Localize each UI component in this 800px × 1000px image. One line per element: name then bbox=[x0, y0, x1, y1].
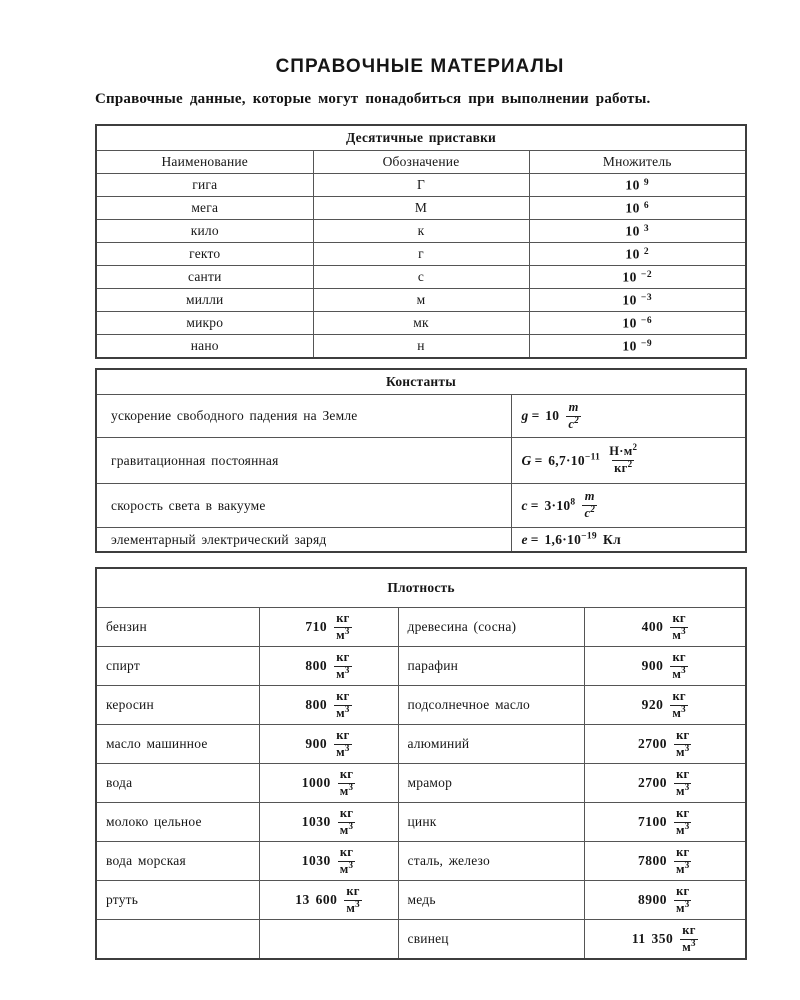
prefix-multiplier-cell: 10 $^2$ bbox=[529, 243, 746, 266]
constant-label-cell: элементарный электрический заряд bbox=[96, 528, 511, 553]
substance-cell: цинк bbox=[398, 803, 584, 842]
unit-fraction: $\frac{кг}{м^3}$ bbox=[676, 727, 690, 759]
density-value-cell: 7100 $\frac{кг}{м^3}$ bbox=[584, 803, 746, 842]
table-row bbox=[96, 220, 746, 243]
table-row bbox=[96, 842, 746, 881]
substance-cell: парафин bbox=[398, 647, 584, 686]
prefix-symbol-cell: м bbox=[313, 289, 529, 312]
substance-cell: молоко цельное bbox=[96, 803, 259, 842]
formula-unit: Кл bbox=[602, 531, 621, 547]
prefix-multiplier-cell: 10 $^{-2}$ bbox=[529, 266, 746, 289]
unit-fraction: $\frac{кг}{м^3}$ bbox=[346, 883, 360, 915]
prefix-multiplier-cell: 10 $^{-3}$ bbox=[529, 289, 746, 312]
page-subtitle: Справочные данные, которые могут понадобиться при выполнении работы. bbox=[95, 91, 651, 107]
density-value-cell: 13 600 $\frac{кг}{м^3}$ bbox=[259, 881, 398, 920]
substance-cell: свинец bbox=[398, 920, 584, 960]
density-value-cell: 710 $\frac{кг}{м^3}$ bbox=[259, 608, 398, 647]
constants-table-title: Константы bbox=[96, 369, 746, 395]
density-value-cell: 7800 $\frac{кг}{м^3}$ bbox=[584, 842, 746, 881]
density-table-title: Плотность bbox=[96, 568, 746, 608]
constant-value-cell bbox=[511, 438, 746, 484]
density-value-cell: 900 $\frac{кг}{м^3}$ bbox=[259, 725, 398, 764]
table-title-row bbox=[96, 568, 746, 608]
substance-cell: вода морская bbox=[96, 842, 259, 881]
prefix-multiplier-cell: 10 $^{-6}$ bbox=[529, 312, 746, 335]
density-value-cell: 2700 $\frac{кг}{м^3}$ bbox=[584, 764, 746, 803]
unit-fraction: $\frac{кг}{м^3}$ bbox=[676, 805, 690, 837]
substance-cell: медь bbox=[398, 881, 584, 920]
table-row bbox=[96, 335, 746, 359]
table-header-row bbox=[96, 151, 746, 174]
table-row bbox=[96, 647, 746, 686]
prefix-multiplier-cell: 10 $^6$ bbox=[529, 197, 746, 220]
density-value-cell: 800 $\frac{кг}{м^3}$ bbox=[259, 686, 398, 725]
unit-fraction: $\frac{кг}{м^3}$ bbox=[336, 688, 350, 720]
table-row bbox=[96, 881, 746, 920]
document-content bbox=[95, 0, 745, 960]
density-value-cell: 900 $\frac{кг}{м^3}$ bbox=[584, 647, 746, 686]
substance-cell: алюминий bbox=[398, 725, 584, 764]
formula-value: = 10 bbox=[531, 408, 560, 423]
constant-formula bbox=[521, 442, 640, 476]
constant-label-cell: скорость света в вакууме bbox=[96, 484, 511, 528]
substance-cell: вода bbox=[96, 764, 259, 803]
table-row bbox=[96, 764, 746, 803]
unit-fraction: $\frac{кг}{м^3}$ bbox=[336, 649, 350, 681]
unit-fraction: $\frac{кг}{м^3}$ bbox=[336, 610, 350, 642]
substance-cell: ртуть bbox=[96, 881, 259, 920]
substance-cell: сталь, железо bbox=[398, 842, 584, 881]
table-row bbox=[96, 243, 746, 266]
density-value-cell: 1000 $\frac{кг}{м^3}$ bbox=[259, 764, 398, 803]
formula-variable: G bbox=[521, 452, 532, 468]
table-row bbox=[96, 686, 746, 725]
constant-value-cell bbox=[511, 395, 746, 438]
prefix-name-cell: милли bbox=[96, 289, 313, 312]
table-title-row bbox=[96, 125, 746, 151]
table-row bbox=[96, 174, 746, 197]
prefix-symbol-cell: М bbox=[313, 197, 529, 220]
substance-cell: спирт bbox=[96, 647, 259, 686]
page-title: СПРАВОЧНЫЕ МАТЕРИАЛЫ bbox=[275, 56, 565, 77]
substance-cell: мрамор bbox=[398, 764, 584, 803]
substance-cell-empty bbox=[96, 920, 259, 960]
density-value-cell: 1030 $\frac{кг}{м^3}$ bbox=[259, 842, 398, 881]
prefix-name-cell: мега bbox=[96, 197, 313, 220]
unit-fraction: $\frac{кг}{м^3}$ bbox=[339, 844, 354, 876]
density-value-cell: 8900 $\frac{кг}{м^3}$ bbox=[584, 881, 746, 920]
unit-fraction: $\frac{кг}{м^3}$ bbox=[336, 727, 350, 759]
table-row bbox=[96, 438, 746, 484]
prefix-name-cell: гига bbox=[96, 174, 313, 197]
density-value-cell-empty bbox=[259, 920, 398, 960]
prefix-symbol-cell: мк bbox=[313, 312, 529, 335]
unit-fraction: $\frac{m}{c^2}$ bbox=[584, 489, 596, 520]
unit-fraction: $\frac{кг}{м^3}$ bbox=[676, 844, 690, 876]
prefix-multiplier-cell: 10 $^{-9}$ bbox=[529, 335, 746, 359]
constant-formula bbox=[522, 401, 582, 432]
table-row bbox=[96, 484, 746, 528]
table-row bbox=[96, 608, 746, 647]
unit-fraction: $\frac{кг}{м^3}$ bbox=[676, 766, 690, 798]
column-header-multiplier: Множитель bbox=[529, 151, 746, 174]
prefix-name-cell: санти bbox=[96, 266, 313, 289]
prefix-multiplier-cell: 10 $^9$ bbox=[529, 174, 746, 197]
prefix-symbol-cell: н bbox=[313, 335, 529, 359]
prefix-symbol-cell: к bbox=[313, 220, 529, 243]
table-row bbox=[96, 289, 746, 312]
table-title-row bbox=[96, 369, 746, 395]
constant-label-cell: гравитационная постоянная bbox=[96, 438, 511, 484]
formula-value: = $3\cdot 10^8$ bbox=[530, 497, 576, 513]
prefix-symbol-cell: с bbox=[313, 266, 529, 289]
substance-cell: подсолнечное масло bbox=[398, 686, 584, 725]
column-header-symbol: Обозначение bbox=[313, 151, 529, 174]
table-row bbox=[96, 395, 746, 438]
constant-formula bbox=[522, 490, 598, 521]
constant-value-cell bbox=[511, 484, 746, 528]
constant-formula bbox=[522, 532, 621, 548]
density-value-cell: 1030 $\frac{кг}{м^3}$ bbox=[259, 803, 398, 842]
density-value-cell: 920 $\frac{кг}{м^3}$ bbox=[584, 686, 746, 725]
constant-label-cell: ускорение свободного падения на Земле bbox=[96, 395, 511, 438]
prefix-name-cell: гекто bbox=[96, 243, 313, 266]
density-value-cell: 2700 $\frac{кг}{м^3}$ bbox=[584, 725, 746, 764]
unit-fraction: $\frac{кг}{м^3}$ bbox=[682, 922, 696, 954]
density-value-cell: 800 $\frac{кг}{м^3}$ bbox=[259, 647, 398, 686]
table-row bbox=[96, 920, 746, 960]
prefixes-table bbox=[95, 124, 747, 359]
formula-variable: c bbox=[521, 497, 528, 513]
substance-cell: бензин bbox=[96, 608, 259, 647]
unit-fraction: $\frac{кг}{м^3}$ bbox=[676, 883, 690, 915]
density-table bbox=[95, 567, 747, 960]
prefix-symbol-cell: Г bbox=[313, 174, 529, 197]
prefix-symbol-cell: г bbox=[313, 243, 529, 266]
table-row bbox=[96, 725, 746, 764]
substance-cell: керосин bbox=[96, 686, 259, 725]
unit-fraction: $\frac{кг}{м^3}$ bbox=[339, 766, 354, 798]
prefix-name-cell: микро bbox=[96, 312, 313, 335]
unit-fraction: $\frac{m}{c^2}$ bbox=[568, 399, 580, 431]
table-row bbox=[96, 312, 746, 335]
density-value-cell: 11 350 $\frac{кг}{м^3}$ bbox=[584, 920, 746, 960]
constant-value-cell bbox=[511, 528, 746, 553]
prefixes-table-title: Десятичные приставки bbox=[96, 125, 746, 151]
formula-value: = $6,7\cdot 10^{-11}$ bbox=[534, 452, 601, 468]
formula-variable: e bbox=[521, 531, 528, 547]
prefix-name-cell: кило bbox=[96, 220, 313, 243]
column-header-name: Наименование bbox=[96, 151, 313, 174]
unit-fraction: $\frac{кг}{м^3}$ bbox=[672, 688, 686, 720]
prefix-name-cell: нано bbox=[96, 335, 313, 359]
substance-cell: древесина (сосна) bbox=[398, 608, 584, 647]
table-row bbox=[96, 197, 746, 220]
table-row bbox=[96, 266, 746, 289]
unit-fraction: $\frac{Н\cdot м^2}{кг^2}$ bbox=[609, 442, 638, 475]
formula-variable: g bbox=[521, 408, 529, 423]
constants-table bbox=[95, 368, 747, 553]
table-row bbox=[96, 803, 746, 842]
unit-fraction: $\frac{кг}{м^3}$ bbox=[672, 610, 686, 642]
table-row bbox=[96, 528, 746, 553]
unit-fraction: $\frac{кг}{м^3}$ bbox=[672, 649, 686, 681]
substance-cell: масло машинное bbox=[96, 725, 259, 764]
prefix-multiplier-cell: 10 $^3$ bbox=[529, 220, 746, 243]
formula-value: = $1,6\cdot 10^{-19}$ bbox=[530, 531, 597, 547]
density-value-cell: 400 $\frac{кг}{м^3}$ bbox=[584, 608, 746, 647]
unit-fraction: $\frac{кг}{м^3}$ bbox=[339, 805, 354, 837]
